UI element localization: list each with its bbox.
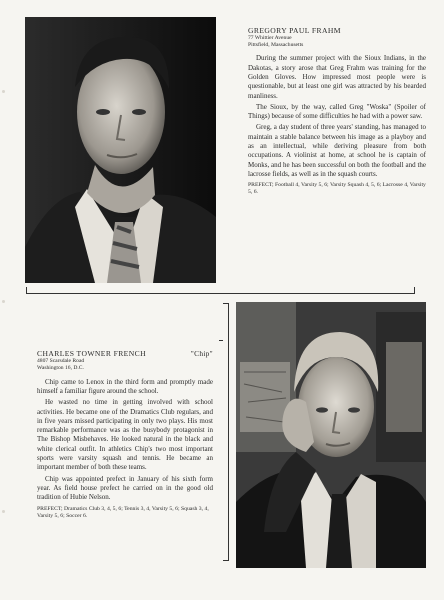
bio-paragraph: The Sioux, by the way, called Greg "Woska" (Spoiler of Things) because of some difficulties he had with a power saw. [248, 102, 426, 121]
bio-french [37, 349, 213, 520]
bio-frahm [248, 26, 426, 197]
honors-list: PREFECT; Football 4, Varsity 5, 6; Varsity Squash 4, 5, 6; Lacrosse 4, Varsity 5, 6. [248, 182, 426, 196]
address-street: 77 Whittier Avenue [248, 35, 292, 41]
binder-hole [2, 300, 5, 303]
student-name: CHARLES TOWNER FRENCH [37, 349, 146, 358]
student-address [37, 358, 213, 371]
portrait-photo-frahm [25, 17, 216, 283]
student-name: GREGORY PAUL FRAHM [248, 26, 341, 35]
binder-hole [2, 90, 5, 93]
address-city: Pittsfield, Massachusetts [248, 41, 304, 48]
bio-paragraph: Chip came to Lenox in the third form and promptly made himself a familiar figure around the school. [37, 377, 213, 395]
student-address [248, 35, 426, 48]
bio-paragraph: He wasted no time in getting involved with school activities. He became one of the Dramatics Club regulars, and in five years missed participating in only two plays. His most remarkable performance was as the busybody protagonist in The Bishop Misbehaves. He looked natural in the black and white clerical outfit. In athletics Chip's two most important sports were varsity squash and tennis. He became an important member of both these teams. [37, 398, 213, 472]
decorative-bracket-stub [219, 340, 223, 341]
decorative-bracket-vertical [223, 303, 229, 561]
bio-paragraph: Greg, a day student of three years' standing, has managed to maintain a stable balance between his image as a playboy and as an intellectual, while deriving pleasure from both occupations. A violinist at home, at school he is captain of Monks, and he has been successful on both the football and the lacrosse fields, as well as in the squash courts. [248, 123, 426, 178]
address-street: 4807 Scarsdale Road [37, 358, 85, 365]
portrait-photo-french [236, 302, 426, 568]
bio-paragraph: During the summer project with the Sioux Indians, in the Dakotas, a story arose that Greg Frahm was training for the Golden Gloves. How impressed most people were is questionable, but at least one girl was attracted by his bearded manliness. [248, 54, 426, 100]
binder-hole [2, 510, 5, 513]
decorative-bracket-horizontal [26, 287, 415, 294]
bio-paragraph: Chip was appointed prefect in January of his sixth form year. As field house prefect he carried on in the good old tradition of Hubie Nelson. [37, 474, 213, 502]
address-city: Washington 16, D.C. [37, 365, 84, 371]
honors-list: PREFECT; Dramatics Club 3, 4, 5, 6; Tennis 3, 4, Varsity 5, 6; Squash 3, 4, Varsity 5, 6; Soccer 6. [37, 505, 209, 519]
student-nickname: "Chip" [190, 349, 213, 358]
